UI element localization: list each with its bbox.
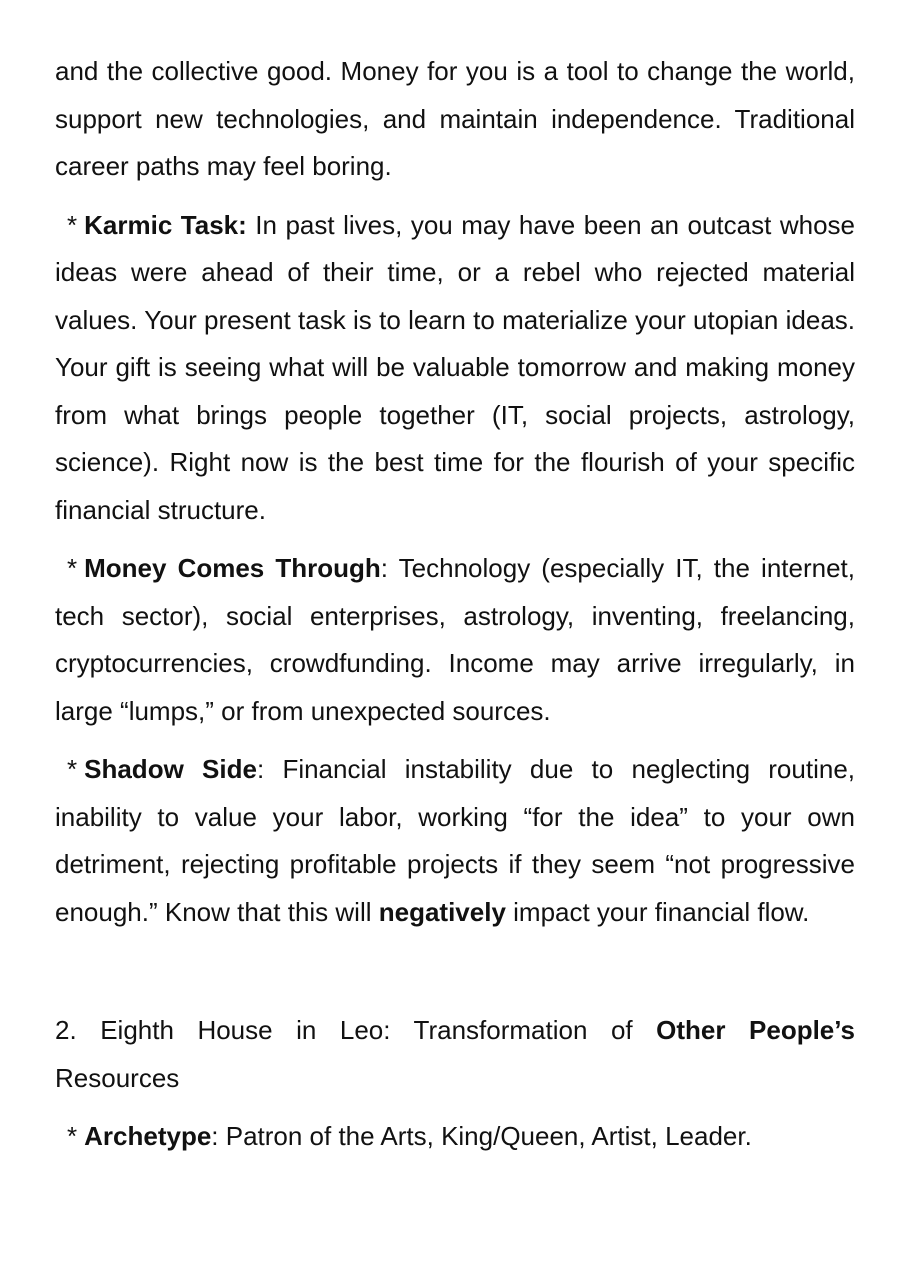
shadow-side-item (55, 746, 855, 936)
section-spacer (55, 947, 855, 1007)
karmic-task-label: Karmic Task: (84, 209, 247, 240)
money-comes-through-label: Money Comes Through (84, 553, 381, 583)
section-2-heading-text: 2. Eighth House in Leo: Transformation of (55, 1015, 657, 1045)
document-page (55, 48, 855, 1172)
bullet-star: * (67, 553, 78, 583)
karmic-task-text: In past lives, you may have been an outcast whose ideas were ahead of their time, or a rebel who rejected material values. Your present task is to learn to materialize your utopian ideas. Your gift is seeing what will be valuable tomorrow and making money from what brings people together (IT, social projects, astrology, science). Right now is the best time for the flourish of your specific financial structure. (55, 209, 855, 525)
section-2-heading (55, 1007, 855, 1102)
shadow-side-emphasis: negatively (378, 896, 506, 927)
karmic-task-item (55, 202, 855, 535)
shadow-side-label: Shadow Side (84, 754, 257, 784)
shadow-side-text-end: impact your financial flow. (505, 896, 810, 927)
shadow-side-text: : Financial instability due to neglecting routine, inability to value your labor, working “for the idea” to your own detriment, rejecting profitable projects if they seem “not progressive enough.” Know that this will (55, 754, 855, 927)
money-comes-through-item (55, 545, 855, 735)
archetype-item (55, 1113, 855, 1161)
archetype-text: : Patron of the Arts, King/Queen, Artist, Leader. (211, 1121, 752, 1151)
bullet-star: * (67, 754, 78, 784)
intro-text: and the collective good. Money for you is a tool to change the world, support new technologies, and maintain independence. Traditional career paths may feel boring. (55, 56, 855, 181)
section-2-heading-bold: Other People’s (656, 1015, 855, 1045)
bullet-star: * (67, 209, 78, 240)
section-2-heading-end: Resources (55, 1062, 180, 1093)
archetype-label: Archetype (84, 1121, 212, 1151)
intro-paragraph (55, 48, 855, 191)
money-comes-through-text: : Technology (especially IT, the internet, tech sector), social enterprises, astrology, inventing, freelancing, cryptocurrencies, crowdfunding. Income may arrive irregularly, in large “lumps,” or from unexpected sources. (55, 553, 855, 726)
bullet-star: * (67, 1121, 78, 1151)
